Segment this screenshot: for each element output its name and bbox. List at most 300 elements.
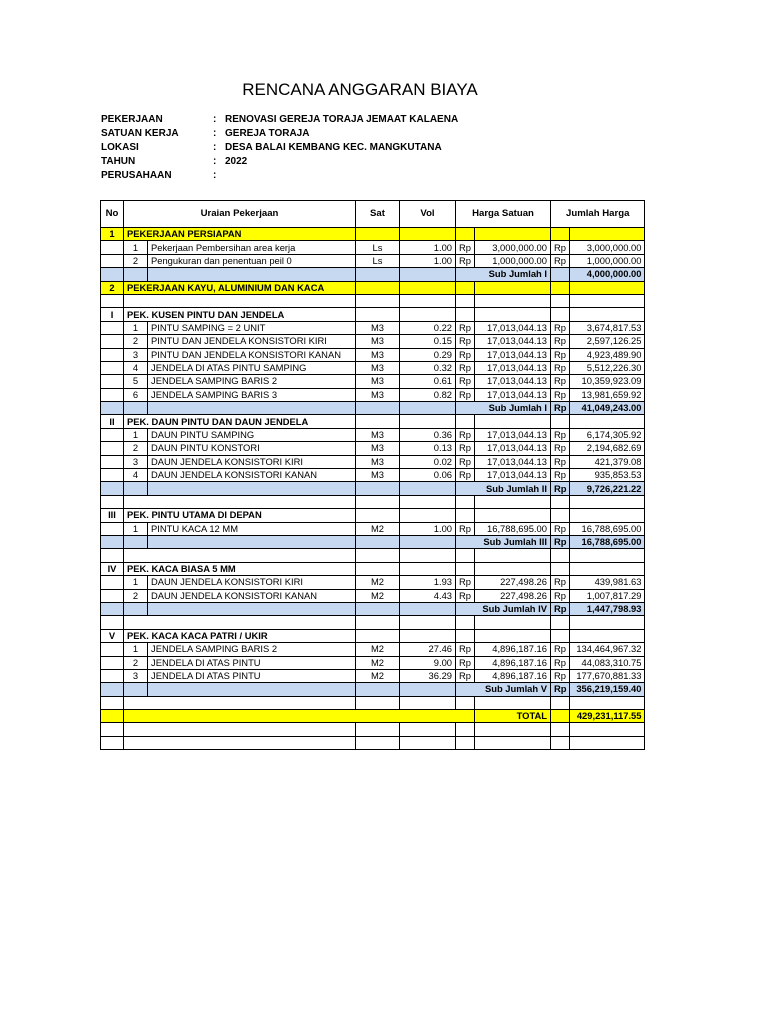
item-volume: 0.36 xyxy=(400,428,456,441)
empty-cell xyxy=(101,696,124,709)
item-unit: M3 xyxy=(356,375,400,388)
item-unit-price: 4,896,187.16 xyxy=(474,656,550,669)
empty-cell xyxy=(456,509,475,522)
empty-cell xyxy=(124,602,148,615)
item-description: JENDELA SAMPING BARIS 2 xyxy=(148,375,356,388)
item-no: 1 xyxy=(124,428,148,441)
section-title: PEK. PINTU UTAMA DI DEPAN xyxy=(124,509,356,522)
subtotal-label: Sub Jumlah II xyxy=(456,482,551,495)
empty-cell xyxy=(400,495,456,508)
empty-cell xyxy=(356,723,400,736)
header-uraian: Uraian Pekerjaan xyxy=(124,201,356,228)
item-unit: M2 xyxy=(356,576,400,589)
table-row xyxy=(101,549,645,562)
subtotal-label: Sub Jumlah I xyxy=(456,268,551,281)
empty-cell xyxy=(101,469,124,482)
header-no: No xyxy=(101,201,124,228)
empty-cell xyxy=(456,294,475,307)
empty-cell xyxy=(356,736,400,749)
empty-cell xyxy=(124,268,148,281)
currency-label: Rp xyxy=(550,402,570,415)
item-amount: 44,083,310.75 xyxy=(570,656,645,669)
table-row xyxy=(101,428,645,441)
empty-cell xyxy=(550,616,570,629)
item-volume: 0.13 xyxy=(400,442,456,455)
empty-cell xyxy=(101,576,124,589)
empty-cell xyxy=(356,629,400,642)
item-description: JENDELA DI ATAS PINTU SAMPING xyxy=(148,361,356,374)
section-no: I xyxy=(101,308,124,321)
empty-cell xyxy=(101,589,124,602)
item-unit-price: 17,013,044.13 xyxy=(474,388,550,401)
item-volume: 0.61 xyxy=(400,375,456,388)
item-description: DAUN PINTU KONSTORI xyxy=(148,442,356,455)
item-amount: 2,194,682.69 xyxy=(570,442,645,455)
empty-cell xyxy=(550,629,570,642)
item-no: 3 xyxy=(124,455,148,468)
empty-cell xyxy=(456,736,475,749)
item-amount: 13,981,659.92 xyxy=(570,388,645,401)
empty-cell xyxy=(101,388,124,401)
subtotal-amount: 4,000,000.00 xyxy=(570,268,645,281)
empty-cell xyxy=(101,602,124,615)
empty-cell xyxy=(356,308,400,321)
item-amount: 177,670,881.33 xyxy=(570,669,645,682)
table-header xyxy=(101,201,645,228)
empty-cell xyxy=(456,495,475,508)
empty-cell xyxy=(101,482,124,495)
currency-label: Rp xyxy=(456,375,475,388)
item-description: PINTU SAMPING = 2 UNIT xyxy=(148,321,356,334)
empty-cell xyxy=(550,228,570,241)
empty-cell xyxy=(400,629,456,642)
item-unit: M2 xyxy=(356,589,400,602)
empty-cell xyxy=(474,616,550,629)
item-unit-price: 4,896,187.16 xyxy=(474,643,550,656)
empty-cell xyxy=(101,361,124,374)
empty-cell xyxy=(101,535,124,548)
empty-cell xyxy=(101,428,124,441)
currency-label: Rp xyxy=(550,535,570,548)
empty-cell xyxy=(124,696,356,709)
table-row xyxy=(101,228,645,241)
currency-label: Rp xyxy=(550,669,570,682)
table-row xyxy=(101,696,645,709)
info-label: PERUSAHAAN xyxy=(101,170,172,181)
currency-label: Rp xyxy=(550,254,570,267)
empty-cell xyxy=(124,482,148,495)
empty-cell xyxy=(474,549,550,562)
currency-label: Rp xyxy=(456,442,475,455)
empty-cell xyxy=(101,656,124,669)
subtotal-amount: 41,049,243.00 xyxy=(570,402,645,415)
table-row xyxy=(101,241,645,254)
currency-label: Rp xyxy=(550,455,570,468)
empty-cell xyxy=(356,402,400,415)
empty-cell xyxy=(474,308,550,321)
empty-cell xyxy=(101,348,124,361)
item-unit: M3 xyxy=(356,335,400,348)
item-unit: M3 xyxy=(356,388,400,401)
table-row xyxy=(101,656,645,669)
section-no: IV xyxy=(101,562,124,575)
info-value: GEREJA TORAJA xyxy=(225,128,310,139)
empty-cell xyxy=(101,335,124,348)
item-volume: 4.43 xyxy=(400,589,456,602)
info-value: RENOVASI GEREJA TORAJA JEMAAT KALAENA xyxy=(225,114,459,125)
empty-cell xyxy=(570,415,645,428)
item-no: 1 xyxy=(124,522,148,535)
item-amount: 1,007,817.29 xyxy=(570,589,645,602)
item-unit: Ls xyxy=(356,241,400,254)
currency-label: Rp xyxy=(550,442,570,455)
empty-cell xyxy=(570,294,645,307)
item-unit-price: 17,013,044.13 xyxy=(474,375,550,388)
empty-cell xyxy=(474,562,550,575)
section-title: PEK. DAUN PINTU DAN DAUN JENDELA xyxy=(124,415,356,428)
item-description: Pekerjaan Pembersihan area kerja xyxy=(148,241,356,254)
empty-cell xyxy=(456,308,475,321)
empty-cell xyxy=(101,683,124,696)
item-description: JENDELA DI ATAS PINTU xyxy=(148,656,356,669)
item-no: 2 xyxy=(124,254,148,267)
item-no: 2 xyxy=(124,656,148,669)
empty-cell xyxy=(356,495,400,508)
empty-cell xyxy=(400,281,456,294)
group-no: 1 xyxy=(101,228,124,241)
empty-cell xyxy=(474,281,550,294)
info-label: PEKERJAAN xyxy=(101,114,163,125)
item-description: PINTU KACA 12 MM xyxy=(148,522,356,535)
empty-cell xyxy=(570,723,645,736)
empty-cell xyxy=(474,228,550,241)
item-unit: Ls xyxy=(356,254,400,267)
item-unit-price: 17,013,044.13 xyxy=(474,335,550,348)
table-row xyxy=(101,402,645,415)
empty-cell xyxy=(474,509,550,522)
empty-cell xyxy=(550,549,570,562)
info-colon: : xyxy=(213,170,217,181)
empty-cell xyxy=(101,241,124,254)
info-colon: : xyxy=(213,156,217,167)
table-row xyxy=(101,629,645,642)
item-unit: M3 xyxy=(356,361,400,374)
empty-cell xyxy=(356,535,400,548)
item-volume: 0.22 xyxy=(400,321,456,334)
empty-cell xyxy=(570,509,645,522)
empty-cell xyxy=(570,549,645,562)
item-description: JENDELA DI ATAS PINTU xyxy=(148,669,356,682)
item-unit: M3 xyxy=(356,321,400,334)
currency-label: Rp xyxy=(550,348,570,361)
subtotal-label: Sub Jumlah I xyxy=(456,402,551,415)
empty-cell xyxy=(101,522,124,535)
item-no: 1 xyxy=(124,643,148,656)
currency-label: Rp xyxy=(456,576,475,589)
item-amount: 3,674,817.53 xyxy=(570,321,645,334)
item-no: 6 xyxy=(124,388,148,401)
empty-cell xyxy=(400,535,456,548)
table-row xyxy=(101,455,645,468)
empty-cell xyxy=(400,683,456,696)
item-unit: M2 xyxy=(356,656,400,669)
table-row xyxy=(101,509,645,522)
empty-cell xyxy=(550,562,570,575)
header-sat: Sat xyxy=(356,201,400,228)
empty-cell xyxy=(456,616,475,629)
item-amount: 421,379.08 xyxy=(570,455,645,468)
currency-label: Rp xyxy=(456,335,475,348)
empty-cell xyxy=(356,696,400,709)
currency-label: Rp xyxy=(550,576,570,589)
item-amount: 134,464,967.32 xyxy=(570,643,645,656)
group-title: PEKERJAAN KAYU, ALUMINIUM DAN KACA xyxy=(124,281,356,294)
currency-label: Rp xyxy=(550,428,570,441)
currency-label: Rp xyxy=(550,388,570,401)
subtotal-amount: 1,447,798.93 xyxy=(570,602,645,615)
info-label: TAHUN xyxy=(101,156,136,167)
item-amount: 3,000,000.00 xyxy=(570,241,645,254)
item-description: DAUN JENDELA KONSISTORI KIRI xyxy=(148,576,356,589)
currency-label: Rp xyxy=(456,361,475,374)
item-volume: 0.06 xyxy=(400,469,456,482)
empty-cell xyxy=(101,268,124,281)
item-unit-price: 17,013,044.13 xyxy=(474,428,550,441)
info-row-lokasi xyxy=(101,142,458,156)
empty-cell xyxy=(148,602,356,615)
empty-cell xyxy=(550,723,570,736)
table-row xyxy=(101,710,645,723)
item-volume: 1.00 xyxy=(400,522,456,535)
info-row-pekerjaan xyxy=(101,114,458,128)
empty-cell xyxy=(124,736,356,749)
empty-cell xyxy=(570,629,645,642)
item-no: 1 xyxy=(124,321,148,334)
section-no: III xyxy=(101,509,124,522)
table-row xyxy=(101,268,645,281)
item-unit-price: 17,013,044.13 xyxy=(474,455,550,468)
currency-label: Rp xyxy=(550,656,570,669)
empty-cell xyxy=(474,723,550,736)
empty-cell xyxy=(101,616,124,629)
empty-cell xyxy=(101,723,124,736)
empty-cell xyxy=(400,228,456,241)
item-unit-price: 3,000,000.00 xyxy=(474,241,550,254)
item-volume: 0.82 xyxy=(400,388,456,401)
empty-cell xyxy=(356,616,400,629)
table-row xyxy=(101,388,645,401)
table-row xyxy=(101,294,645,307)
empty-cell xyxy=(356,268,400,281)
empty-cell xyxy=(474,294,550,307)
empty-cell xyxy=(456,281,475,294)
item-amount: 439,981.63 xyxy=(570,576,645,589)
empty-cell xyxy=(550,495,570,508)
empty-cell xyxy=(400,268,456,281)
empty-cell xyxy=(570,228,645,241)
currency-label: Rp xyxy=(456,589,475,602)
table-row xyxy=(101,683,645,696)
item-volume: 1.93 xyxy=(400,576,456,589)
currency-label: Rp xyxy=(456,522,475,535)
table-row xyxy=(101,308,645,321)
table-row xyxy=(101,335,645,348)
item-unit-price: 227,498.26 xyxy=(474,589,550,602)
item-no: 1 xyxy=(124,241,148,254)
info-colon: : xyxy=(213,128,217,139)
empty-cell xyxy=(570,308,645,321)
empty-cell xyxy=(124,294,356,307)
empty-cell xyxy=(101,375,124,388)
item-volume: 0.02 xyxy=(400,455,456,468)
item-volume: 0.15 xyxy=(400,335,456,348)
item-unit: M3 xyxy=(356,428,400,441)
item-unit: M3 xyxy=(356,348,400,361)
subtotal-label: Sub Jumlah IV xyxy=(456,602,551,615)
empty-cell xyxy=(124,710,475,723)
currency-label: Rp xyxy=(550,482,570,495)
empty-cell xyxy=(570,281,645,294)
info-value: DESA BALAI KEMBANG KEC. MANGKUTANA xyxy=(225,142,442,153)
item-unit: M3 xyxy=(356,469,400,482)
table-row xyxy=(101,361,645,374)
currency-label: Rp xyxy=(550,602,570,615)
table-row xyxy=(101,602,645,615)
empty-cell xyxy=(474,696,550,709)
empty-cell xyxy=(400,482,456,495)
budget-table xyxy=(100,200,645,750)
item-description: DAUN JENDELA KONSISTORI KANAN xyxy=(148,589,356,602)
item-no: 2 xyxy=(124,442,148,455)
info-colon: : xyxy=(213,114,217,125)
item-unit-price: 17,013,044.13 xyxy=(474,469,550,482)
item-unit: M2 xyxy=(356,669,400,682)
empty-cell xyxy=(101,495,124,508)
item-unit: M3 xyxy=(356,455,400,468)
item-volume: 27.46 xyxy=(400,643,456,656)
currency-label: Rp xyxy=(550,683,570,696)
empty-cell xyxy=(101,254,124,267)
empty-cell xyxy=(400,562,456,575)
empty-cell xyxy=(400,509,456,522)
info-label: SATUAN KERJA xyxy=(101,128,179,139)
item-unit-price: 227,498.26 xyxy=(474,576,550,589)
empty-cell xyxy=(356,602,400,615)
empty-cell xyxy=(456,696,475,709)
currency-label: Rp xyxy=(550,241,570,254)
currency-label: Rp xyxy=(456,643,475,656)
info-row-perusahaan xyxy=(101,170,458,184)
empty-cell xyxy=(124,535,148,548)
empty-cell xyxy=(101,669,124,682)
table-row xyxy=(101,495,645,508)
empty-cell xyxy=(456,549,475,562)
empty-cell xyxy=(356,482,400,495)
table-row xyxy=(101,616,645,629)
subtotal-amount: 16,788,695.00 xyxy=(570,535,645,548)
empty-cell xyxy=(400,602,456,615)
currency-label: Rp xyxy=(550,643,570,656)
item-volume: 0.29 xyxy=(400,348,456,361)
empty-cell xyxy=(124,549,356,562)
currency-label: Rp xyxy=(456,656,475,669)
item-volume: 1.00 xyxy=(400,241,456,254)
info-row-tahun xyxy=(101,156,458,170)
empty-cell xyxy=(550,294,570,307)
table-row xyxy=(101,562,645,575)
item-volume: 1.00 xyxy=(400,254,456,267)
empty-cell xyxy=(356,294,400,307)
item-volume: 9.00 xyxy=(400,656,456,669)
empty-cell xyxy=(400,696,456,709)
subtotal-label: Sub Jumlah V xyxy=(456,683,551,696)
table-row xyxy=(101,522,645,535)
table-row xyxy=(101,643,645,656)
empty-cell xyxy=(400,549,456,562)
section-title: PEK. KACA KACA PATRI / UKIR xyxy=(124,629,356,642)
empty-cell xyxy=(550,415,570,428)
item-description: DAUN PINTU SAMPING xyxy=(148,428,356,441)
empty-cell xyxy=(474,736,550,749)
currency-label: Rp xyxy=(456,254,475,267)
empty-cell xyxy=(101,736,124,749)
empty-cell xyxy=(148,482,356,495)
item-unit-price: 4,896,187.16 xyxy=(474,669,550,682)
info-value: 2022 xyxy=(225,156,248,167)
empty-cell xyxy=(550,710,570,723)
empty-cell xyxy=(550,281,570,294)
item-amount: 16,788,695.00 xyxy=(570,522,645,535)
item-amount: 6,174,305.92 xyxy=(570,428,645,441)
item-amount: 935,853.53 xyxy=(570,469,645,482)
table-row xyxy=(101,535,645,548)
empty-cell xyxy=(400,723,456,736)
table-row xyxy=(101,576,645,589)
table-row xyxy=(101,736,645,749)
table-row xyxy=(101,415,645,428)
empty-cell xyxy=(570,696,645,709)
item-unit-price: 1,000,000.00 xyxy=(474,254,550,267)
empty-cell xyxy=(148,402,356,415)
currency-label: Rp xyxy=(550,361,570,374)
currency-label: Rp xyxy=(456,388,475,401)
empty-cell xyxy=(124,616,356,629)
item-description: DAUN JENDELA KONSISTORI KANAN xyxy=(148,469,356,482)
group-title: PEKERJAAN PERSIAPAN xyxy=(124,228,356,241)
table-row xyxy=(101,348,645,361)
currency-label: Rp xyxy=(456,428,475,441)
page-title: RENCANA ANGGARAN BIAYA xyxy=(242,80,478,99)
info-row-satuan-kerja xyxy=(101,128,458,142)
empty-cell xyxy=(400,736,456,749)
item-unit-price: 17,013,044.13 xyxy=(474,361,550,374)
empty-cell xyxy=(356,562,400,575)
info-colon: : xyxy=(213,142,217,153)
empty-cell xyxy=(148,683,356,696)
empty-cell xyxy=(474,629,550,642)
empty-cell xyxy=(148,535,356,548)
empty-cell xyxy=(400,294,456,307)
empty-cell xyxy=(400,415,456,428)
item-unit-price: 17,013,044.13 xyxy=(474,348,550,361)
empty-cell xyxy=(456,629,475,642)
empty-cell xyxy=(570,616,645,629)
item-unit: M2 xyxy=(356,522,400,535)
table-row xyxy=(101,482,645,495)
currency-label: Rp xyxy=(550,335,570,348)
item-volume: 0.32 xyxy=(400,361,456,374)
currency-label: Rp xyxy=(550,469,570,482)
